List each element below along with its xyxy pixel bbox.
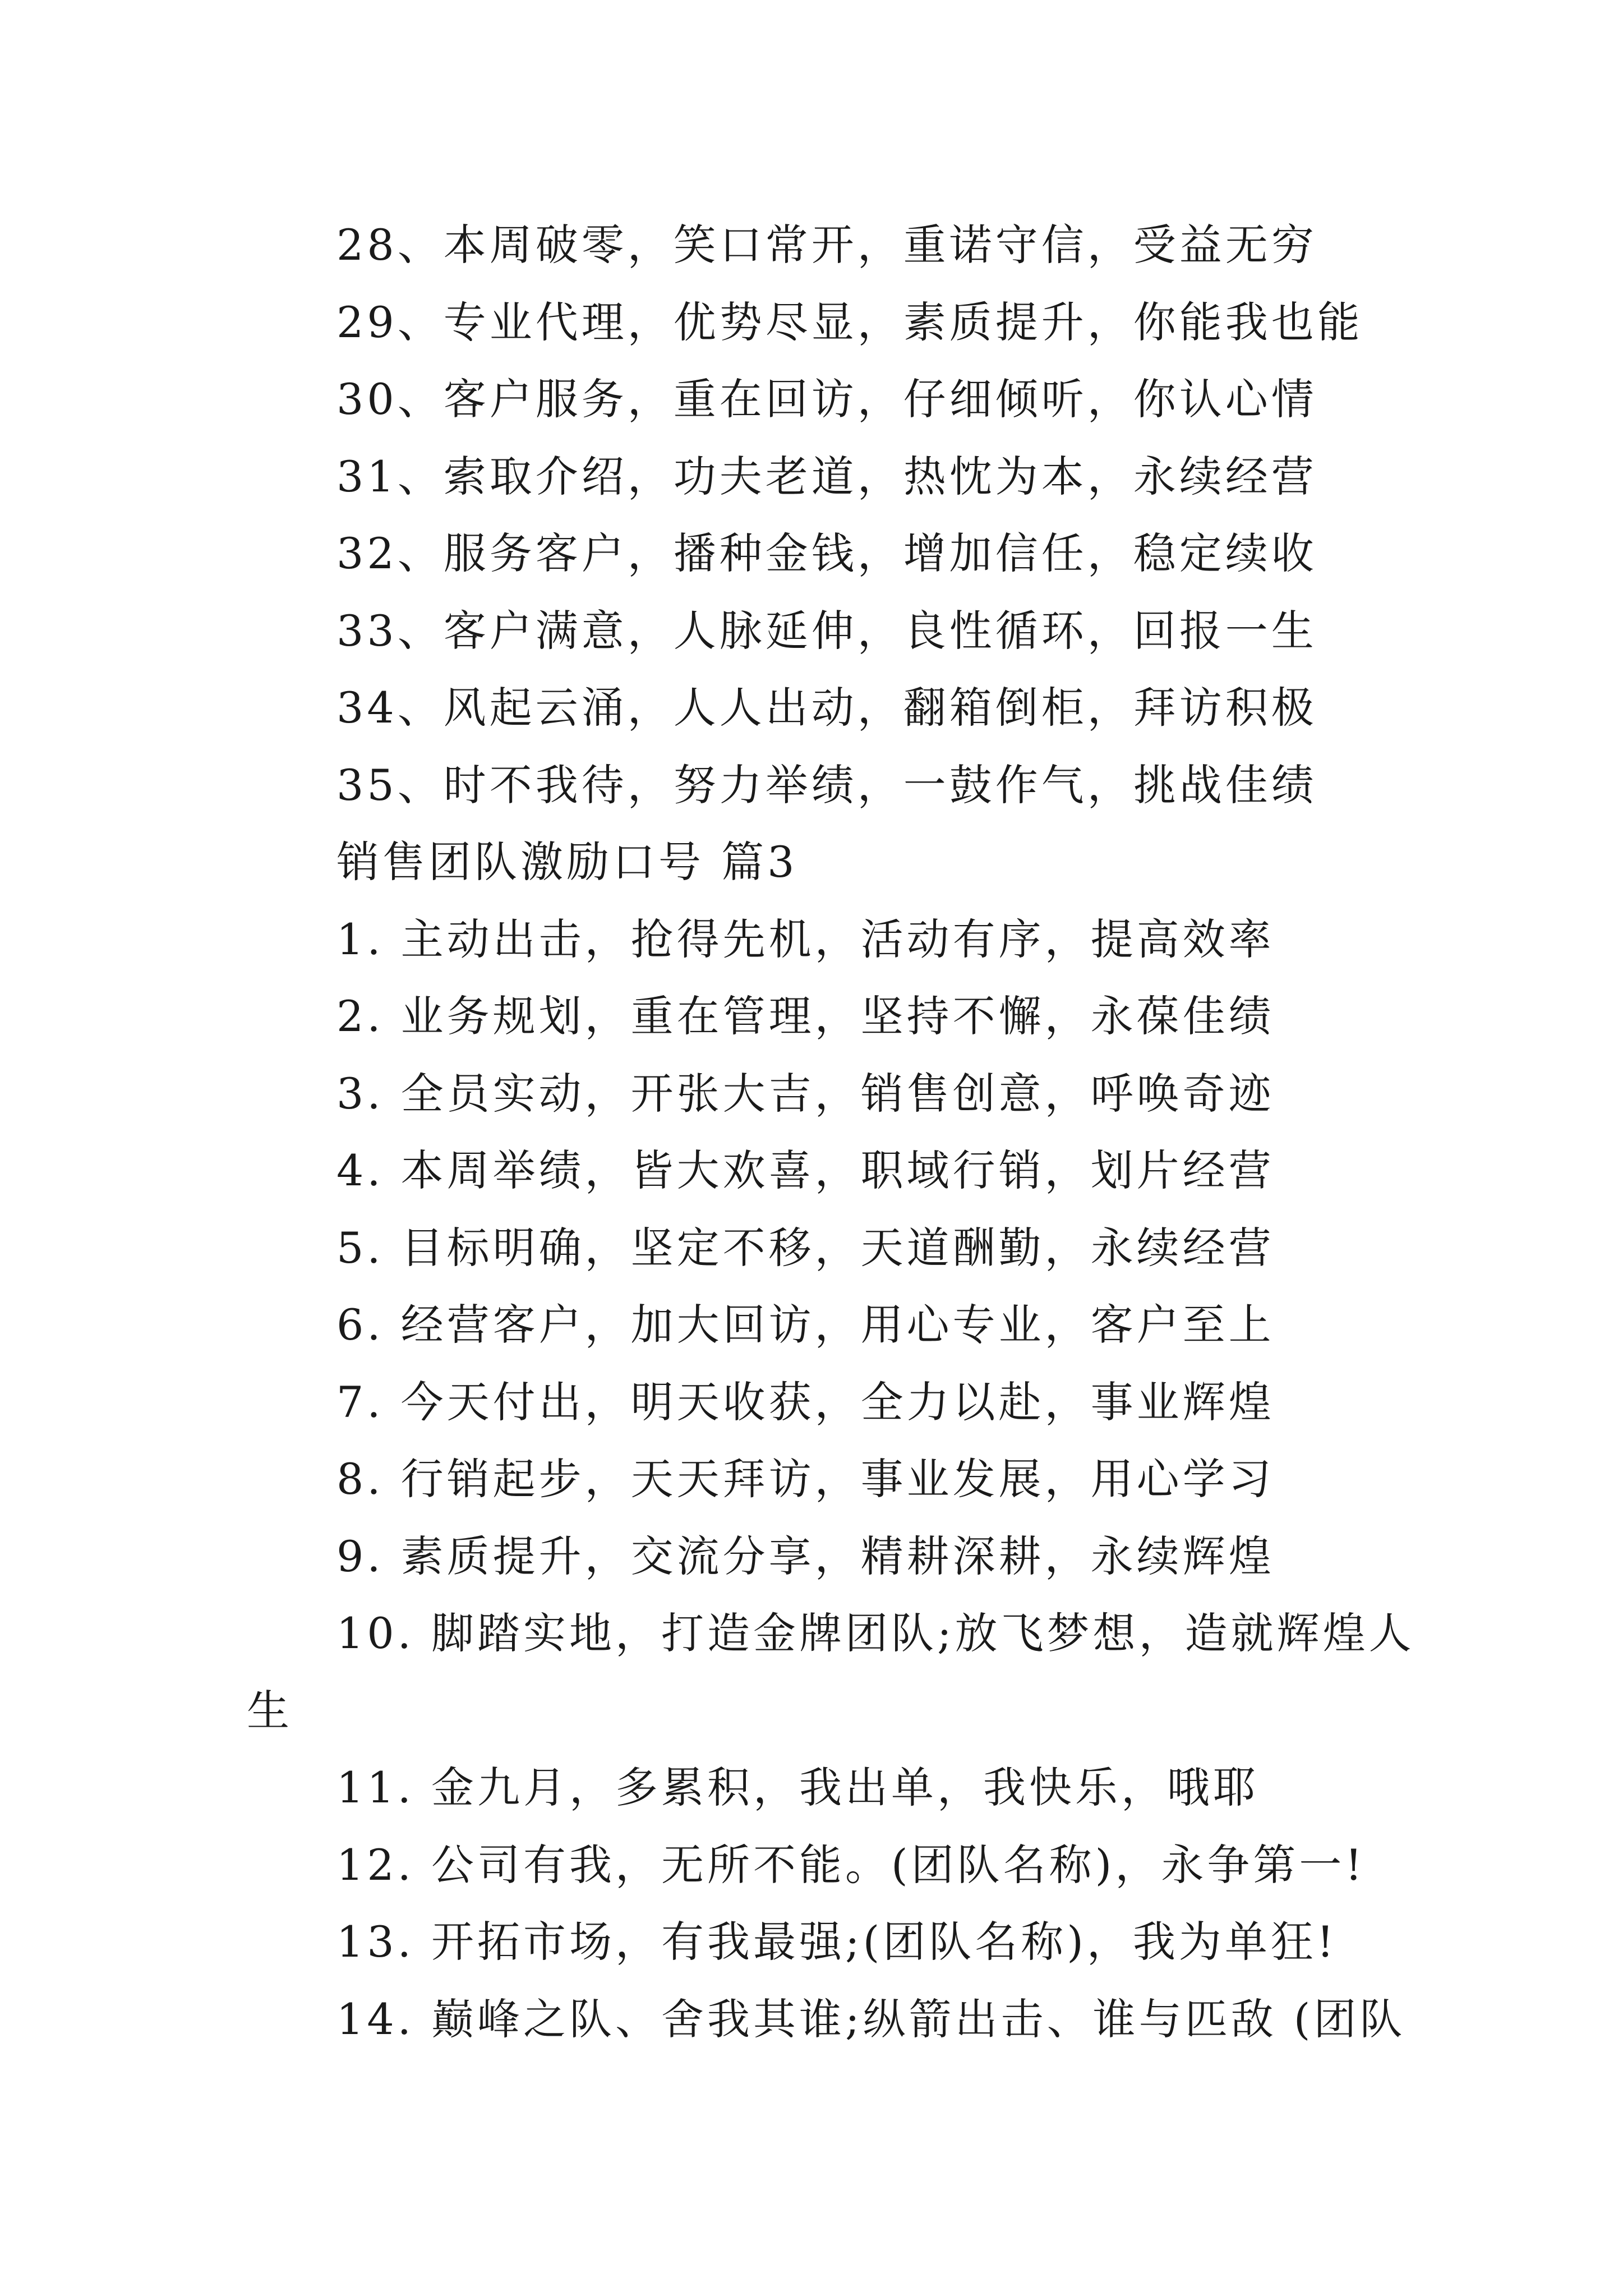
slogan-line-29: 29、专业代理，优势尽显，素质提升，你能我也能 <box>336 297 1363 347</box>
slogan-line-30: 30、客户服务，重在回访，仔细倾听，你认心情 <box>336 374 1317 424</box>
slogan-item-7: 7. 今天付出，明天收获，全力以赴，事业辉煌 <box>336 1377 1275 1427</box>
slogan-line-35: 35、时不我待，努力举绩，一鼓作气，挑战佳绩 <box>336 760 1317 810</box>
slogan-item-4: 4. 本周举绩，皆大欢喜，职域行销，划片经营 <box>336 1145 1275 1195</box>
slogan-line-34: 34、风起云涌，人人出动，翻箱倒柜，拜访积极 <box>336 683 1317 733</box>
slogan-item-11: 11. 金九月，多累积，我出单，我快乐，哦耶 <box>336 1763 1260 1812</box>
slogan-item-13: 13. 开拓市场，有我最强;(团队名称)，我为单狂! <box>336 1917 1338 1967</box>
slogan-line-31: 31、索取介绍，功夫老道，热忱为本，永续经营 <box>336 451 1317 501</box>
slogan-item-10: 10. 脚踏实地，打造金牌团队;放飞梦想，造就辉煌人 <box>336 1608 1415 1658</box>
section-heading: 销售团队激励口号 篇3 <box>336 837 798 887</box>
slogan-item-6: 6. 经营客户，加大回访，用心专业，客户至上 <box>336 1300 1275 1350</box>
slogan-line-32: 32、服务客户，播种金钱，增加信任，稳定续收 <box>336 528 1317 578</box>
slogan-line-33: 33、客户满意，人脉延伸，良性循环，回报一生 <box>336 605 1317 656</box>
slogan-item-12: 12. 公司有我，无所不能。(团队名称)，永争第一! <box>336 1839 1366 1890</box>
document-body <box>247 206 1413 2058</box>
slogan-line-28: 28、本周破零，笑口常开，重诺守信，受益无穷 <box>336 220 1317 270</box>
slogan-item-10-continuation: 生 <box>247 1685 293 1736</box>
slogan-item-3: 3. 全员实动，开张大吉，销售创意，呼唤奇迹 <box>336 1068 1275 1119</box>
slogan-item-9: 9. 素质提升，交流分享，精耕深耕，永续辉煌 <box>336 1531 1275 1581</box>
slogan-item-8: 8. 行销起步，天天拜访，事业发展，用心学习 <box>336 1454 1275 1504</box>
slogan-item-2: 2. 业务规划，重在管理，坚持不懈，永葆佳绩 <box>336 991 1275 1041</box>
slogan-item-14: 14. 巅峰之队、舍我其谁;纵箭出击、谁与匹敌 (团队 <box>336 1994 1406 2044</box>
slogan-item-1: 1. 主动出击，抢得先机，活动有序，提高效率 <box>336 914 1275 964</box>
slogan-item-5: 5. 目标明确，坚定不移，天道酬勤，永续经营 <box>336 1222 1275 1273</box>
